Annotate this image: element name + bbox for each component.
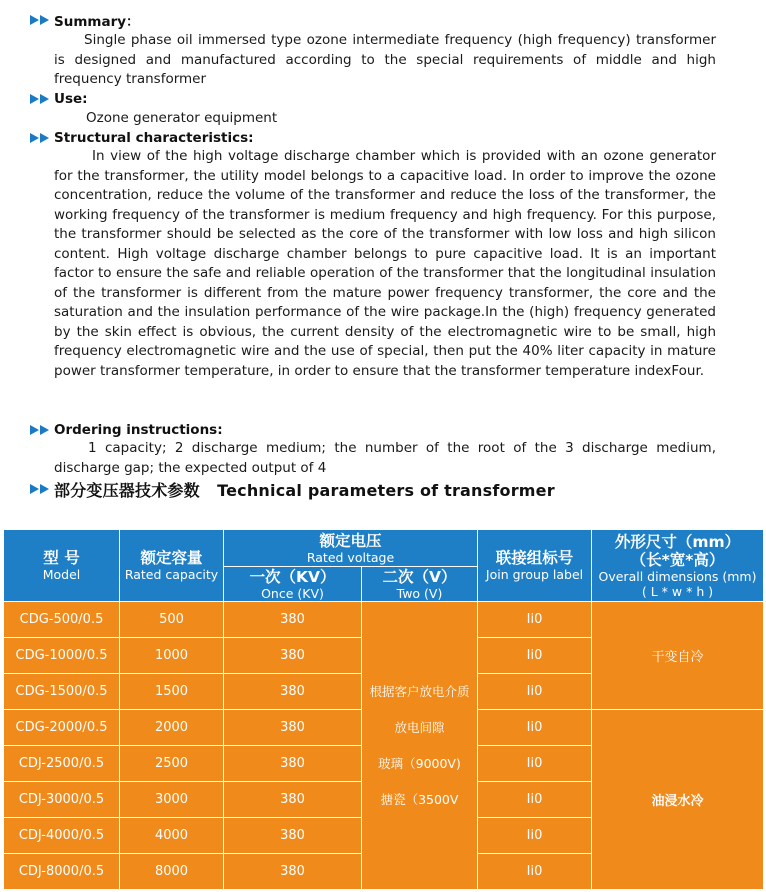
cell-model: CDJ-4000/0.5 — [4, 818, 120, 854]
cell-cooling-oil: 油浸水冷 — [592, 710, 764, 890]
header-join-group: 联接组标号 Join group label — [478, 530, 592, 602]
cell-join: Ii0 — [478, 854, 592, 890]
summary-heading: Summary： — [54, 14, 140, 30]
structural-heading: Structural characteristics: — [54, 130, 254, 146]
tech-params-title-row — [30, 478, 555, 500]
cell-once: 380 — [224, 746, 362, 782]
use-text: Ozone generator equipment — [86, 110, 278, 126]
cell-join: Ii0 — [478, 602, 592, 638]
header-voltage: 额定电压 Rated voltage — [224, 530, 478, 567]
cell-model: CDJ-3000/0.5 — [4, 782, 120, 818]
cell-join: Ii0 — [478, 746, 592, 782]
double-arrow-icon — [30, 15, 52, 25]
cell-capacity: 500 — [120, 602, 224, 638]
header-two: 二次（V） Two (V) — [362, 567, 478, 602]
cell-model: CDJ-8000/0.5 — [4, 854, 120, 890]
cell-once: 380 — [224, 638, 362, 674]
cell-once: 380 — [224, 818, 362, 854]
double-arrow-icon — [30, 94, 52, 104]
tech-params-title: 部分变压器技术参数 Technical parameters of transformer — [54, 480, 555, 500]
cell-once: 380 — [224, 602, 362, 638]
cell-once: 380 — [224, 854, 362, 890]
cell-model: CDJ-2500/0.5 — [4, 746, 120, 782]
cell-once: 380 — [224, 782, 362, 818]
header-dimensions: 外形尺寸（mm） （长*宽*高） Overall dimensions (mm) ( L * w * h ) — [592, 530, 764, 602]
use-heading-row — [30, 89, 88, 109]
ordering-heading: Ordering instructions: — [54, 422, 223, 438]
cell-model: CDG-1000/0.5 — [4, 638, 120, 674]
cell-join: Ii0 — [478, 818, 592, 854]
cell-model: CDG-1500/0.5 — [4, 674, 120, 710]
cell-cooling-dry: 干变自冷 — [592, 602, 764, 710]
cell-join: Ii0 — [478, 638, 592, 674]
cell-capacity: 2000 — [120, 710, 224, 746]
use-heading: Use: — [54, 91, 88, 107]
summary-text: Single phase oil immersed type ozone intermediate frequency (high frequency) transformer is designed and manufactured according to the special requirements of middle and high frequency transformer — [54, 32, 716, 87]
cell-capacity: 3000 — [120, 782, 224, 818]
header-model: 型 号 Model — [4, 530, 120, 602]
cell-join: Ii0 — [478, 710, 592, 746]
header-capacity: 额定容量 Rated capacity — [120, 530, 224, 602]
double-arrow-icon — [30, 425, 52, 435]
summary-heading-row — [30, 10, 140, 30]
structural-text: In view of the high voltage discharge chamber which is provided with an ozone generator for the transformer, the utility model belongs to a capacitive load. In order to improve the ozone concentration, reduce the volume of the transformer and reduce the loss of the transformer, the working frequency of the transformer is medium frequency and high frequency. For this purpose, the transformer should be selected as the core of the transformer with low loss and high silicon content. High voltage discharge chamber belongs to pure capacitive load. It is an important factor to ensure the safe and reliable operation of the transformer that the longitudinal insulation of the transformer is different from the mature power frequency transformer, the core and the saturation and the insulation performance of the wire package.In the (high) frequency generated by the skin effect is obvious, the current density of the electromagnetic wire to be small, high frequency electromagnetic wire and the use of special, then put the 40% liter capacity in mature power transformer temperature, in order to ensure that the transformer temperature indexFour. — [54, 148, 716, 379]
cell-capacity: 8000 — [120, 854, 224, 890]
cell-join: Ii0 — [478, 674, 592, 710]
header-once: 一次（KV） Once (KV) — [224, 567, 362, 602]
cell-capacity: 1500 — [120, 674, 224, 710]
ordering-heading-row — [30, 420, 223, 440]
double-arrow-icon — [30, 484, 52, 494]
cell-once: 380 — [224, 710, 362, 746]
spec-table — [3, 529, 764, 890]
cell-capacity: 2500 — [120, 746, 224, 782]
cell-model: CDG-2000/0.5 — [4, 710, 120, 746]
structural-heading-row — [30, 128, 254, 148]
cell-join: Ii0 — [478, 782, 592, 818]
ordering-text: 1 capacity; 2 discharge medium; the number of the root of the 3 discharge medium, discharge gap; the expected output of 4 — [54, 440, 716, 476]
cell-once: 380 — [224, 674, 362, 710]
cell-secondary-voltage: 根据客户放电介质 放电间隙 玻璃（9000V) 搪瓷（3500V — [362, 602, 478, 890]
cell-model: CDG-500/0.5 — [4, 602, 120, 638]
table-row — [4, 602, 764, 638]
double-arrow-icon — [30, 133, 52, 143]
cell-capacity: 4000 — [120, 818, 224, 854]
cell-capacity: 1000 — [120, 638, 224, 674]
